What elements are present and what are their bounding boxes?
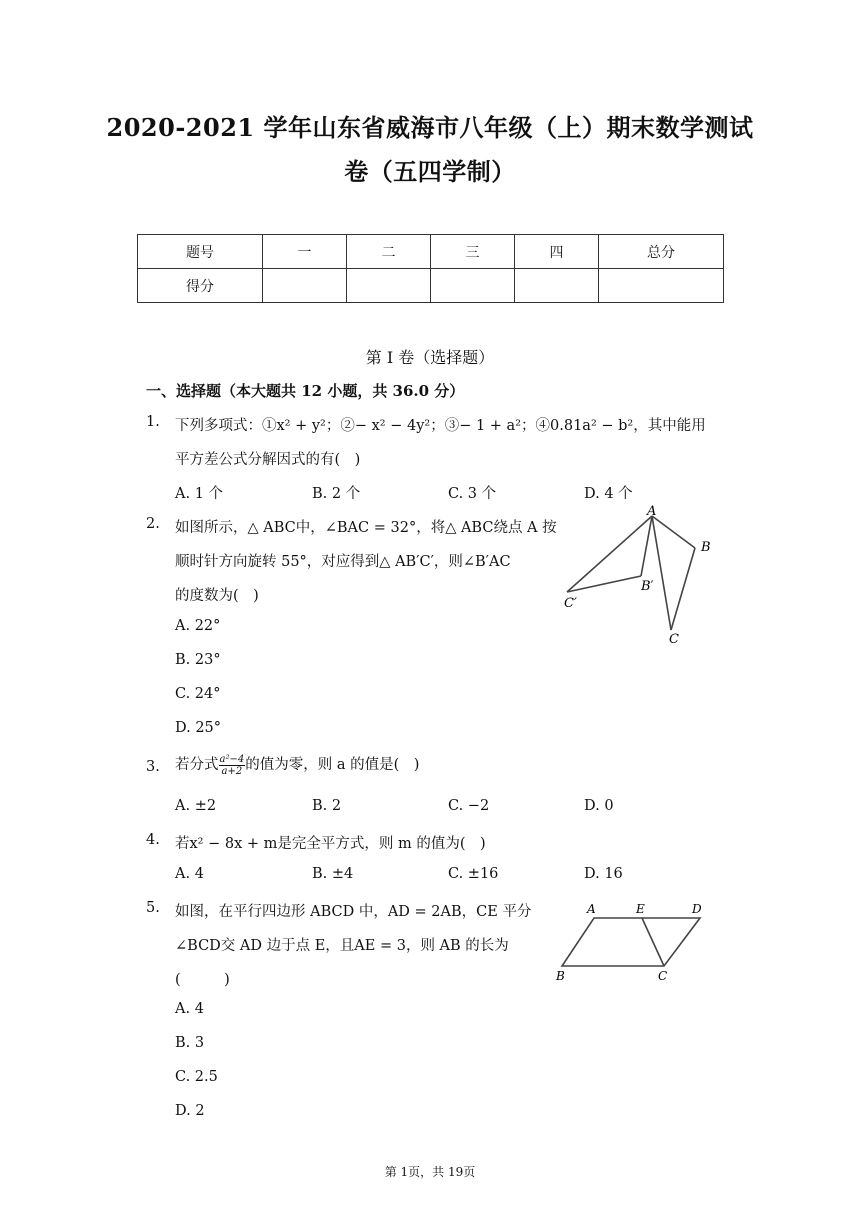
part-title: 一、选择题（本大题共 12 小题，共 36.0 分） [146, 382, 465, 400]
figure-label-c: C [669, 632, 679, 647]
option-d[interactable]: D. 2 [175, 1103, 205, 1119]
question-number: 3. [146, 759, 160, 775]
option-c[interactable]: C. ±16 [448, 866, 499, 882]
question-text: 顺时针方向旋转 55°，对应得到△ AB′C′，则∠B′AC [175, 554, 511, 570]
option-c[interactable]: C. 3 个 [448, 486, 497, 502]
fraction-denominator: a+2 [221, 765, 243, 777]
question-text: ∠BCD交 AD 边于点 E，且AE = 3，则 AB 的长为 [175, 938, 509, 954]
question-text: 平方差公式分解因式的有( ) [175, 452, 361, 468]
fraction-numerator: a²−4 [219, 753, 245, 765]
table-cell: 四 [515, 235, 599, 269]
fraction [219, 754, 246, 777]
score-table-score-row [138, 269, 724, 303]
question-text: 如图，在平行四边形 ABCD 中，AD = 2AB，CE 平分 [175, 904, 532, 920]
score-input-cell[interactable] [599, 269, 724, 303]
document-title-line2: 卷（五四学制） [344, 157, 516, 186]
figure-label-b: B [556, 969, 565, 983]
question-text: 若x² − 8x + m是完全平方式，则 m 的值为( ) [175, 836, 486, 852]
option-b[interactable]: B. ±4 [312, 866, 354, 882]
figure-label-c-prime: C′ [564, 596, 577, 611]
parallelogram-figure [552, 900, 717, 985]
option-d[interactable]: D. 4 个 [584, 486, 633, 502]
score-input-cell[interactable] [263, 269, 347, 303]
question-text: 如图所示，△ ABC中，∠BAC = 32°，将△ ABC绕点 A 按 [175, 520, 557, 536]
figure-label-c: C [658, 969, 668, 983]
figure-label-a: A [647, 504, 657, 519]
table-cell: 题号 [138, 235, 263, 269]
figure-label-b: B [701, 540, 711, 555]
document-title-line1: 2020-2021 学年山东省威海市八年级（上）期末数学测试 [106, 113, 754, 142]
table-cell: 三 [431, 235, 515, 269]
question-number: 4. [146, 832, 160, 848]
score-table [137, 234, 724, 303]
option-b[interactable]: B. 2 个 [312, 486, 361, 502]
question-text: ( ) [175, 972, 230, 988]
option-c[interactable]: C. 2.5 [175, 1069, 218, 1085]
score-input-cell[interactable] [515, 269, 599, 303]
question-text: 的度数为( ) [175, 588, 259, 604]
score-input-cell[interactable] [431, 269, 515, 303]
option-a[interactable]: A. 1 个 [175, 486, 224, 502]
table-cell: 总分 [599, 235, 724, 269]
score-table-header-row [138, 235, 724, 269]
score-input-cell[interactable] [347, 269, 431, 303]
option-c[interactable]: C. −2 [448, 798, 490, 814]
option-b[interactable]: B. 2 [312, 798, 342, 814]
option-a[interactable]: A. 4 [175, 1001, 204, 1017]
option-a[interactable]: A. ±2 [175, 798, 217, 814]
volume-title: 第 I 卷（选择题） [365, 348, 495, 367]
option-d[interactable]: D. 0 [584, 798, 614, 814]
question-text: 若分式 [175, 757, 219, 773]
table-cell: 一 [263, 235, 347, 269]
figure-label-d: D [692, 902, 702, 916]
option-c[interactable]: C. 24° [175, 686, 221, 702]
question-number: 2. [146, 516, 160, 532]
figure-label-e: E [636, 902, 645, 916]
question-text: 下列多项式：①x² + y²；②− x² − 4y²；③− 1 + a²；④0.81a² − b²，其中能用 [175, 418, 706, 434]
option-b[interactable]: B. 23° [175, 652, 221, 668]
question-text: 的值为零，则 a 的值是( ) [245, 757, 420, 773]
rotation-triangle-figure [555, 500, 725, 650]
table-cell: 二 [347, 235, 431, 269]
option-a[interactable]: A. 22° [175, 618, 221, 634]
option-a[interactable]: A. 4 [175, 866, 204, 882]
option-d[interactable]: D. 16 [584, 866, 623, 882]
option-b[interactable]: B. 3 [175, 1035, 205, 1051]
question-number: 5. [146, 900, 160, 916]
page-footer: 第 1页，共 19页 [384, 1165, 476, 1179]
option-d[interactable]: D. 25° [175, 720, 222, 736]
figure-label-a: A [587, 902, 596, 916]
question-text-line [175, 753, 419, 777]
table-cell: 得分 [138, 269, 263, 303]
question-number: 1. [146, 414, 160, 430]
figure-label-b-prime: B′ [641, 579, 654, 594]
